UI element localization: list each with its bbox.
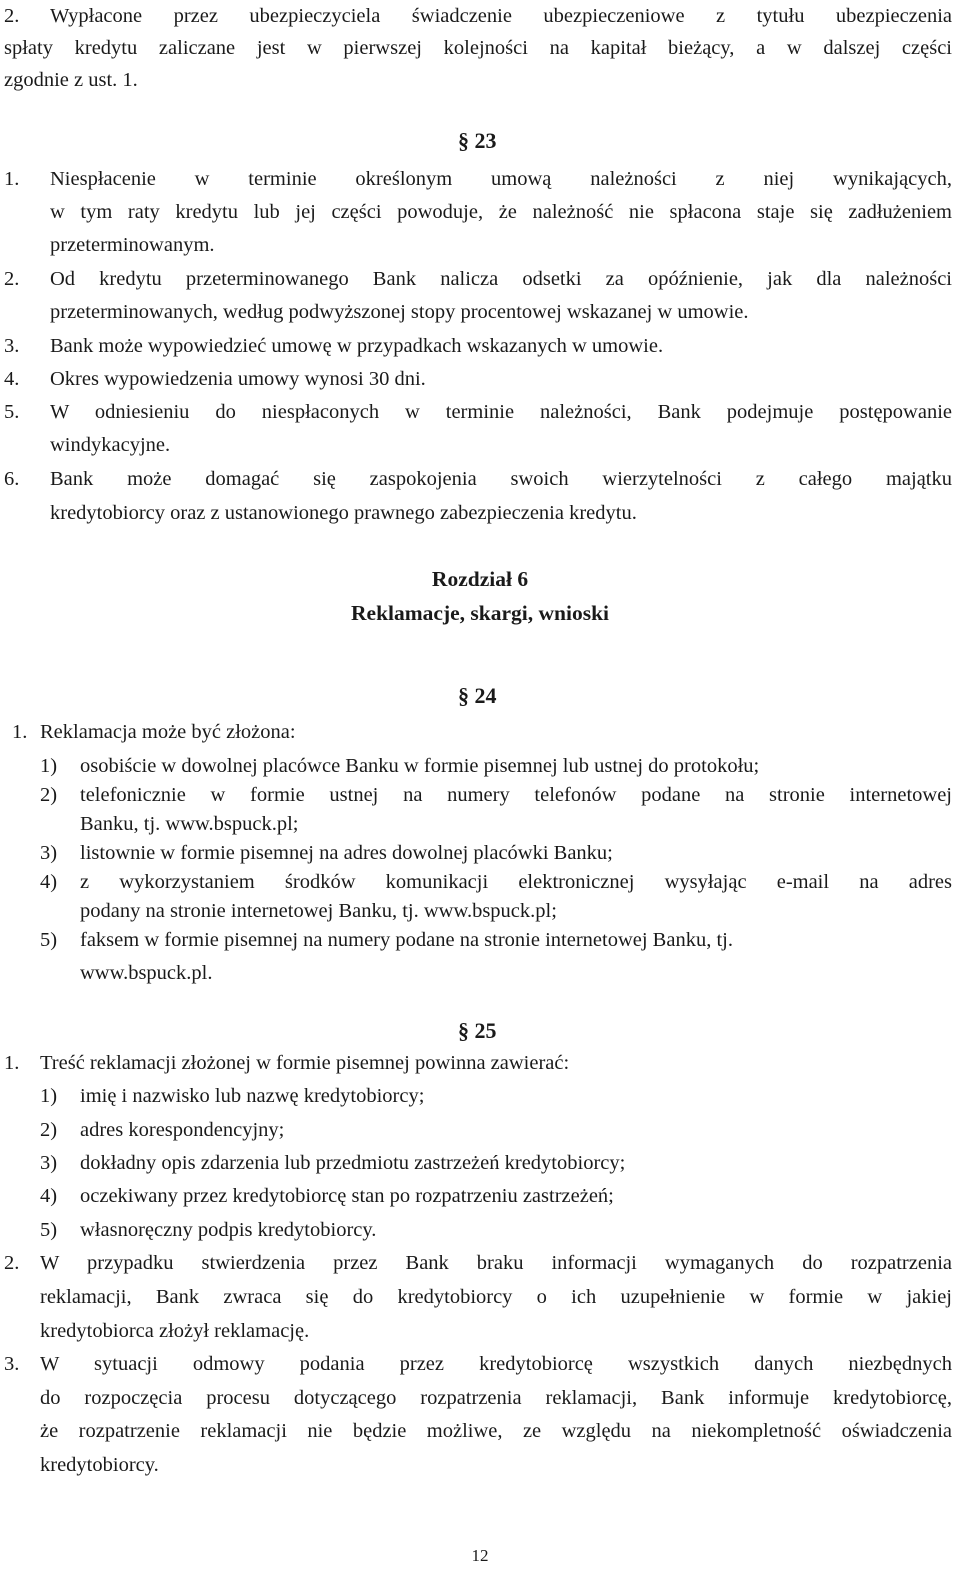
text-line: spłaty kredytu zaliczane jest w pierwszej kolejności na kapitał bieżący, a w dalszej części — [4, 37, 952, 59]
list-number: 4) — [40, 871, 58, 893]
paragraph-number: 3. — [4, 335, 20, 357]
text-line: adres korespondencyjny; — [80, 1119, 285, 1141]
list-number: 5) — [40, 1219, 58, 1241]
text-line: W odniesieniu do niespłaconych w terminie należności, Bank podejmuje postępowanie — [50, 401, 952, 423]
chapter-subtitle: Reklamacje, skargi, wnioski — [351, 601, 609, 625]
text-line: kredytobiorcy. — [40, 1454, 159, 1476]
text-line: Od kredytu przeterminowanego Bank nalicza odsetki za opóźnienie, jak dla należności — [50, 268, 952, 290]
chapter-title: Rozdział 6 — [431, 567, 529, 591]
text-line: www.bspuck.pl. — [80, 962, 213, 984]
paragraph-number: 1. — [4, 168, 20, 190]
text-line: Bank może domagać się zaspokojenia swoich wierzytelności z całego majątku — [50, 468, 952, 490]
paragraph-number: 5. — [4, 401, 20, 423]
list-number: 1) — [40, 1085, 58, 1107]
paragraph-number: 4. — [4, 368, 20, 390]
text-line: telefonicznie w formie ustnej na numery telefonów podane na stronie internetowej — [80, 784, 952, 806]
paragraph-number: 2. — [4, 5, 20, 27]
text-line: Treść reklamacji złożonej w formie pisemnej powinna zawierać: — [40, 1052, 570, 1074]
text-line: Okres wypowiedzenia umowy wynosi 30 dni. — [50, 368, 426, 390]
text-line: W sytuacji odmowy podania przez kredytobiorcę wszystkich danych niezbędnych — [40, 1353, 952, 1375]
text-line: listownie w formie pisemnej na adres dowolnej placówki Banku; — [80, 842, 613, 864]
paragraph-number: 2. — [4, 1252, 20, 1274]
list-number: 2) — [40, 784, 58, 806]
text-line: do rozpoczęcia procesu dotyczącego rozpatrzenia reklamacji, Bank informuje kredytobiorcę, — [40, 1387, 952, 1409]
text-line: kredytobiorcy oraz z ustanowionego prawnego zabezpieczenia kredytu. — [50, 502, 637, 524]
text-line: Niespłacenie w terminie określonym umową należności z niej wynikających, — [50, 168, 952, 190]
text-line: przeterminowanych, według podwyższonej stopy procentowej wskazanej w umowie. — [50, 301, 749, 323]
page-number: 12 — [471, 1546, 489, 1565]
paragraph-number: 2. — [4, 268, 20, 290]
list-number: 5) — [40, 929, 58, 951]
text-line: dokładny opis zdarzenia lub przedmiotu zastrzeżeń kredytobiorcy; — [80, 1152, 626, 1174]
text-line: Reklamacja może być złożona: — [40, 721, 296, 743]
text-line: zgodnie z ust. 1. — [4, 69, 138, 91]
section-heading-24: § 24 — [458, 683, 497, 708]
text-line: w tym raty kredytu lub jej części powoduje, że należność nie spłacona staje się zadłużeniem — [50, 201, 952, 223]
text-line: Banku, tj. www.bspuck.pl; — [80, 813, 299, 835]
list-number: 1) — [40, 755, 58, 777]
text-line: windykacyjne. — [50, 434, 171, 456]
text-line: oczekiwany przez kredytobiorcę stan po rozpatrzeniu zastrzeżeń; — [80, 1185, 614, 1207]
text-line: z wykorzystaniem środków komunikacji elektronicznej wysyłając e-mail na adres — [80, 871, 952, 893]
paragraph-number: 3. — [4, 1353, 20, 1375]
list-number: 3) — [40, 842, 58, 864]
section-heading-23: § 23 — [458, 128, 497, 153]
list-number: 3) — [40, 1152, 58, 1174]
text-line: podany na stronie internetowej Banku, tj. www.bspuck.pl; — [80, 900, 557, 922]
text-line: imię i nazwisko lub nazwę kredytobiorcy; — [80, 1085, 425, 1107]
text-line: faksem w formie pisemnej na numery podane na stronie internetowej Banku, tj. — [80, 929, 733, 951]
text-line: W przypadku stwierdzenia przez Bank braku informacji wymaganych do rozpatrzenia — [40, 1252, 952, 1274]
paragraph-number: 1. — [12, 721, 28, 743]
paragraph-number: 6. — [4, 468, 20, 490]
paragraph-number: 1. — [4, 1052, 20, 1074]
section-heading-25: § 25 — [458, 1018, 497, 1043]
text-line: osobiście w dowolnej placówce Banku w formie pisemnej lub ustnej do protokołu; — [80, 755, 760, 777]
text-line: że rozpatrzenie reklamacji nie będzie możliwe, ze względu na niekompletność oświadczenia — [40, 1420, 952, 1442]
list-number: 4) — [40, 1185, 58, 1207]
text-line: przeterminowanym. — [50, 234, 215, 256]
text-line: reklamacji, Bank zwraca się do kredytobiorcy o ich uzupełnienie w formie w jakiej — [40, 1286, 952, 1308]
text-line: własnoręczny podpis kredytobiorcy. — [80, 1219, 377, 1241]
text-line: Wypłacone przez ubezpieczyciela świadczenie ubezpieczeniowe z tytułu ubezpieczenia — [50, 5, 952, 27]
text-line: Bank może wypowiedzieć umowę w przypadkach wskazanych w umowie. — [50, 335, 664, 357]
list-number: 2) — [40, 1119, 58, 1141]
text-line: kredytobiorca złożył reklamację. — [40, 1320, 310, 1342]
